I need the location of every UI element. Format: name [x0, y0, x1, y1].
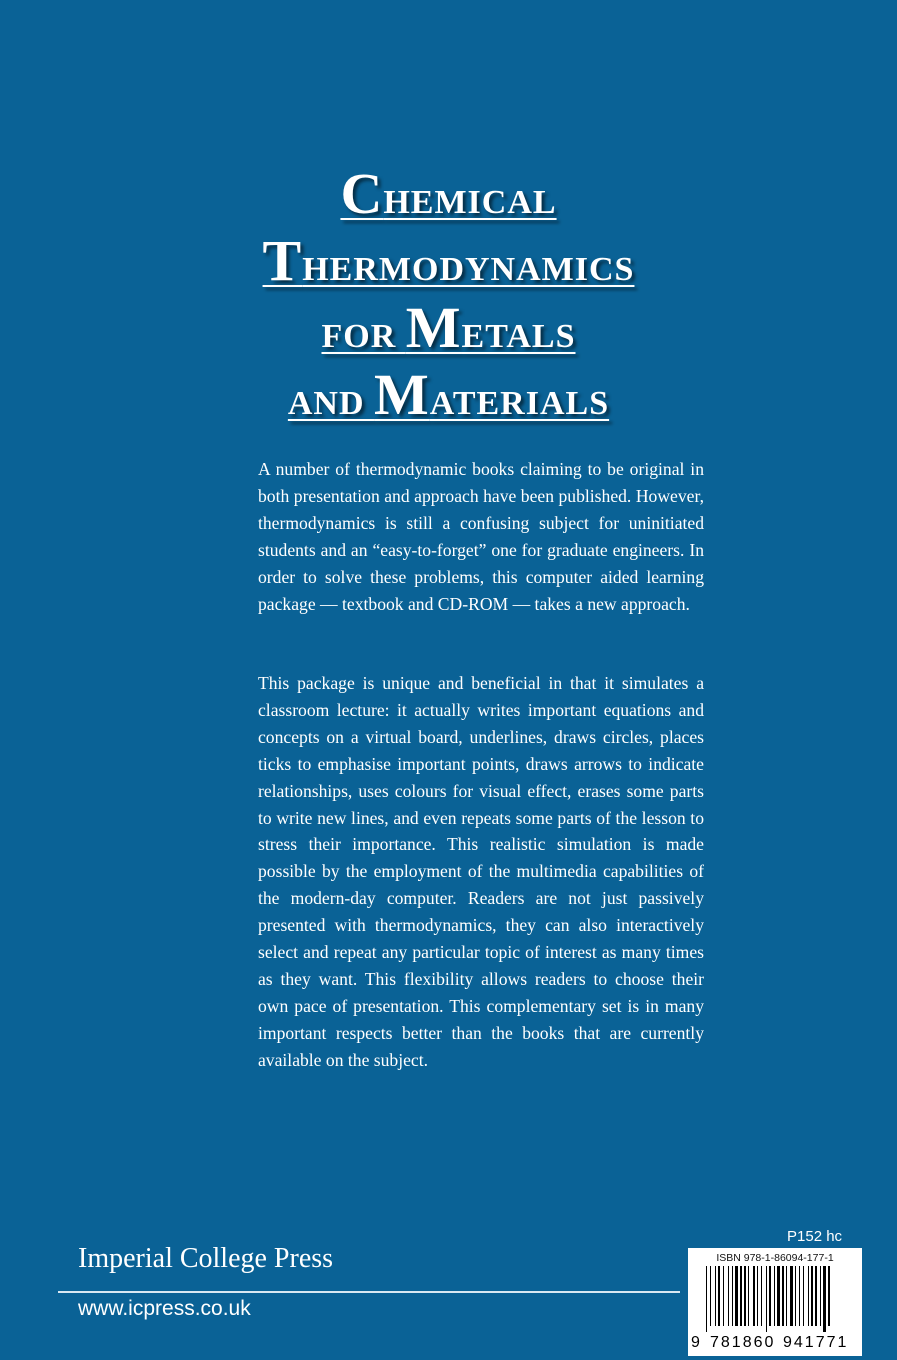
title-line-3: FOR METALS [321, 295, 576, 360]
barcode-bar [706, 1266, 707, 1332]
barcode-bar [795, 1266, 796, 1326]
barcode-bar [757, 1266, 758, 1326]
barcode-bar [782, 1266, 784, 1326]
title-line-2: THERMODYNAMICS [262, 228, 635, 293]
footer-divider [58, 1291, 680, 1293]
title-line-4: AND MATERIALS [287, 362, 610, 427]
barcode-bar [753, 1266, 755, 1326]
barcode-bar [777, 1266, 780, 1326]
title-line-1: CHEMICAL [340, 161, 557, 226]
barcode-bar [732, 1266, 733, 1326]
barcode-bar [761, 1266, 762, 1326]
isbn-label: ISBN 978-1-86094-177-1 [716, 1252, 834, 1264]
barcode-bar [766, 1266, 767, 1332]
blurb-paragraph-1: A number of thermodynamic books claiming to be original in both presentation and approach have been published. However, thermodynamics is still a confusing subject for uninitiated students and an “easy-to-forget” one for graduate engineers. In order to solve these problems, this computer aided learning package — textbook and CD-ROM — takes a new approach. [258, 459, 704, 614]
barcode-bar [811, 1266, 813, 1326]
barcode-bar [748, 1266, 749, 1326]
barcode-bar [820, 1266, 821, 1326]
barcode-bar [803, 1266, 804, 1326]
barcode-bar [823, 1266, 826, 1332]
barcode-left-group: 781860 [710, 1334, 776, 1351]
isbn-barcode [688, 1248, 862, 1356]
barcode-bar [815, 1266, 817, 1326]
barcode-bar [735, 1266, 738, 1326]
barcode-bar [774, 1266, 775, 1326]
barcode-bar [710, 1266, 711, 1326]
barcode-lead-digit: 9 [691, 1334, 700, 1351]
barcode-bar [808, 1266, 809, 1326]
barcode-bar [744, 1266, 746, 1326]
book-title [0, 160, 897, 428]
barcode-bar [786, 1266, 787, 1326]
barcode-bar [723, 1266, 724, 1326]
price-code: P152 hc [787, 1228, 843, 1245]
barcode-bars [692, 1266, 858, 1332]
barcode-bar [799, 1266, 800, 1326]
publisher-website: www.icpress.co.uk [78, 1297, 251, 1320]
publisher-name: Imperial College Press [78, 1243, 334, 1274]
barcode-bar [740, 1266, 742, 1326]
barcode-bar [769, 1266, 771, 1326]
barcode-bar [790, 1266, 793, 1326]
barcode-right-group: 941771 [783, 1334, 849, 1351]
barcode-bar [715, 1266, 716, 1326]
barcode-bar [728, 1266, 729, 1326]
barcode-bar [828, 1266, 830, 1326]
barcode-digits [688, 1334, 862, 1354]
blurb-paragraph-2: This package is unique and beneficial in that it simulates a classroom lecture: it actually writes important equations and concepts on a virtual board, underlines, draws circles, places ticks to emphasise important points, draws arrows to indicate relationships, uses colours for visual effect, erases some parts to write new lines, and even repeats some parts of the lesson to stress their importance. This realistic simulation is made possible by the employment of the multimedia capabilities of the modern-day computer. Readers are not just passively presented with thermodynamics, they can also interactively select and repeat any particular topic of interest as many times as they want. This flexibility allows readers to choose their own pace of presentation. This complementary set is in many important respects better than the books that are currently available on the subject. [258, 673, 704, 1070]
barcode-bar [718, 1266, 720, 1326]
